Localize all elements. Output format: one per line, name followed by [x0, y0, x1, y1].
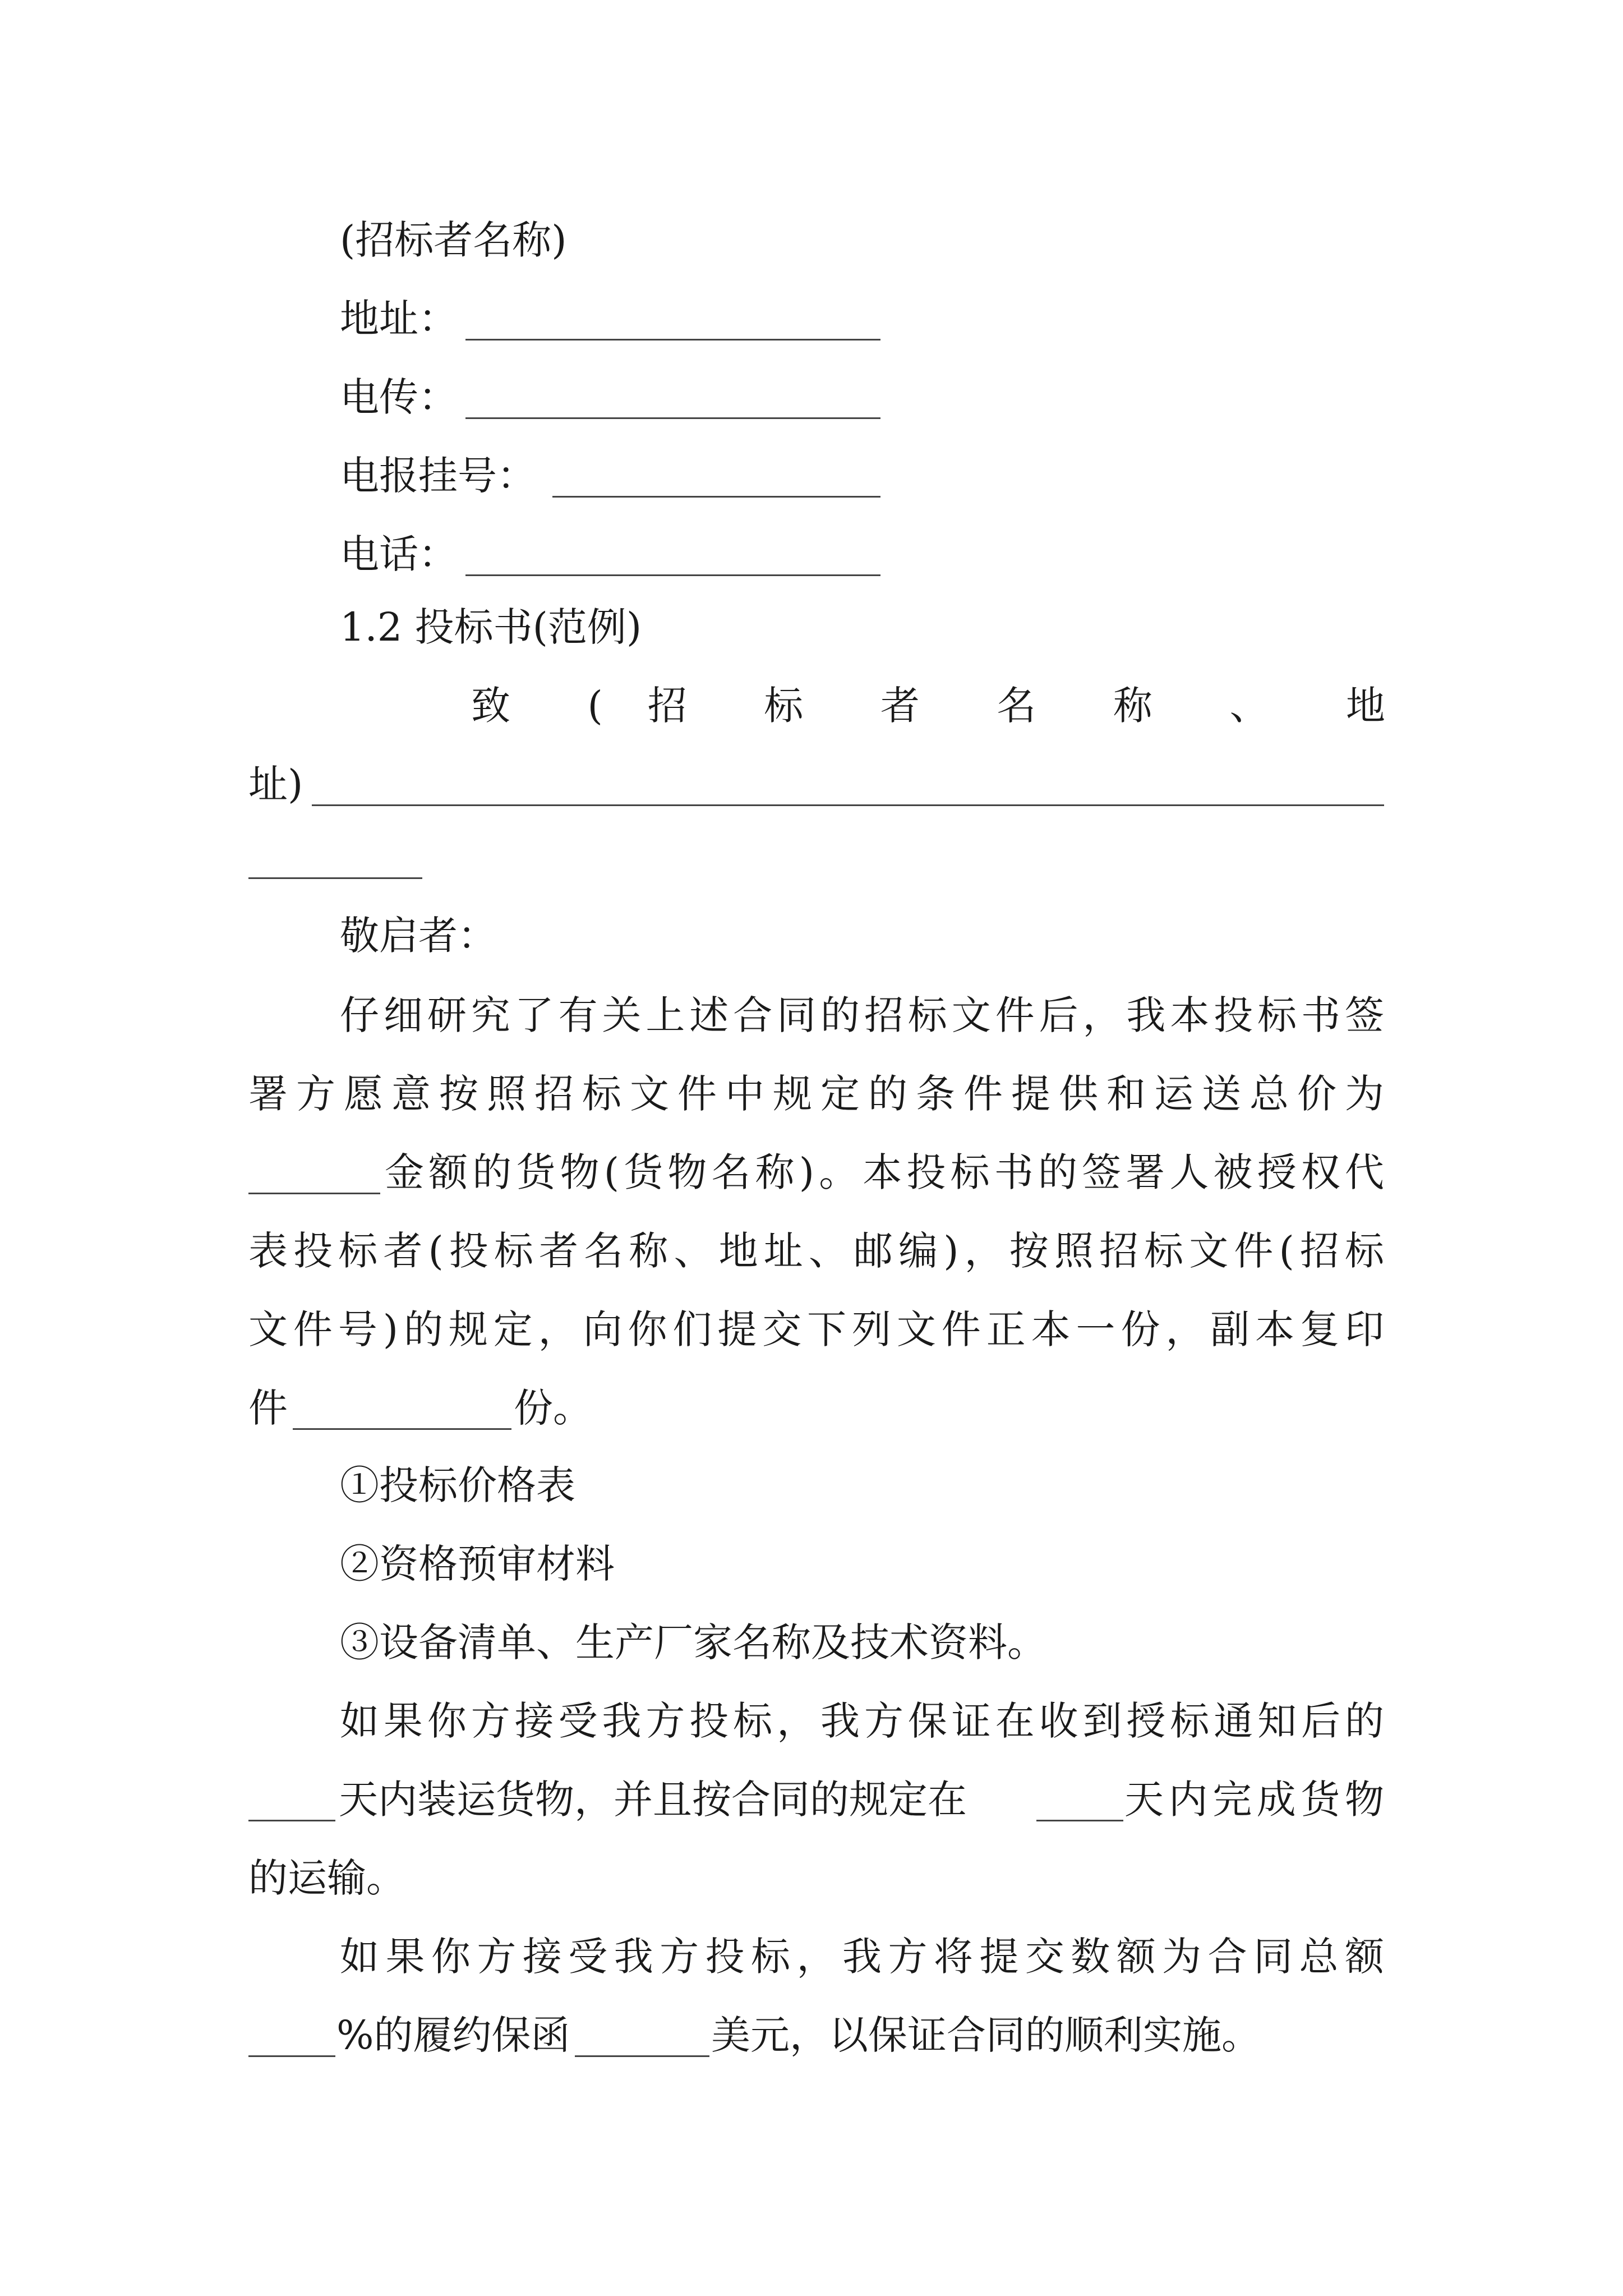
paragraph2-line2-mid: 天内装运货物，并且按合同的规定在 [339, 1777, 967, 1823]
paragraph1-line1: 仔细研究了有关上述合同的招标文件后，我本投标书签 [340, 992, 1384, 1038]
transport-days-blank[interactable] [1036, 1820, 1123, 1821]
cable-address-blank[interactable] [552, 496, 880, 498]
phone-label: 电话： [340, 531, 458, 577]
list-item-3: ③设备清单、生产厂家名称及技术资料。 [340, 1619, 1046, 1665]
copies-count-blank[interactable] [293, 1428, 511, 1430]
to-line-continuation: 址) [248, 761, 303, 807]
recipient-name: (招标者名称) [340, 217, 567, 263]
paragraph1-line2: 署方愿意按照招标文件中规定的条件提供和运送总价为 [248, 1071, 1384, 1117]
paragraph1-line5: 文件号)的规定，向你们提交下列文件正本一份，副本复印 [248, 1306, 1384, 1352]
recipient-address-blank[interactable] [312, 804, 1384, 806]
section-title: 1.2 投标书(范例) [340, 604, 642, 650]
address-blank[interactable] [465, 339, 880, 341]
paragraph3-line2-mid: %的履约保函 [336, 2012, 570, 2058]
paragraph1-line4: 表投标者(投标者名称、地址、邮编)，按照招标文件(招标 [248, 1228, 1384, 1274]
telex-blank[interactable] [465, 417, 880, 419]
paragraph2-line3: 的运输。 [248, 1855, 405, 1901]
percentage-blank[interactable] [248, 2055, 335, 2057]
salutation: 敬启者： [340, 913, 497, 959]
paragraph3-line1: 如果你方接受我方投标，我方将提交数额为合同总额 [340, 1934, 1384, 1980]
paragraph2-line2-post: 天内完成货物 [1124, 1777, 1384, 1823]
paragraph2-line1: 如果你方接受我方投标，我方保证在收到授标通知后的 [340, 1698, 1384, 1744]
cable-address-label: 电报挂号： [340, 453, 536, 499]
list-item-1: ①投标价格表 [340, 1462, 575, 1508]
shipping-days-blank[interactable] [248, 1820, 335, 1821]
paragraph1-line3: 金额的货物(货物名称)。本投标书的签署人被授权代 [385, 1149, 1384, 1195]
phone-blank[interactable] [465, 574, 880, 576]
paragraph1-line6-pre: 件 [248, 1385, 288, 1431]
to-line: 致 ( 招 标 者 名 称 、 地 [471, 683, 1385, 729]
address-label: 地址： [340, 296, 458, 342]
recipient-address-blank-cont[interactable] [248, 877, 422, 879]
list-item-2: ②资格预审材料 [340, 1541, 615, 1587]
total-price-blank[interactable] [248, 1193, 380, 1194]
paragraph1-line6-post: 份。 [514, 1385, 592, 1431]
paragraph3-line2-post: 美元，以保证合同的顺利实施。 [711, 2012, 1261, 2058]
telex-label: 电传： [340, 374, 458, 420]
performance-bond-amount-blank[interactable] [575, 2055, 709, 2057]
